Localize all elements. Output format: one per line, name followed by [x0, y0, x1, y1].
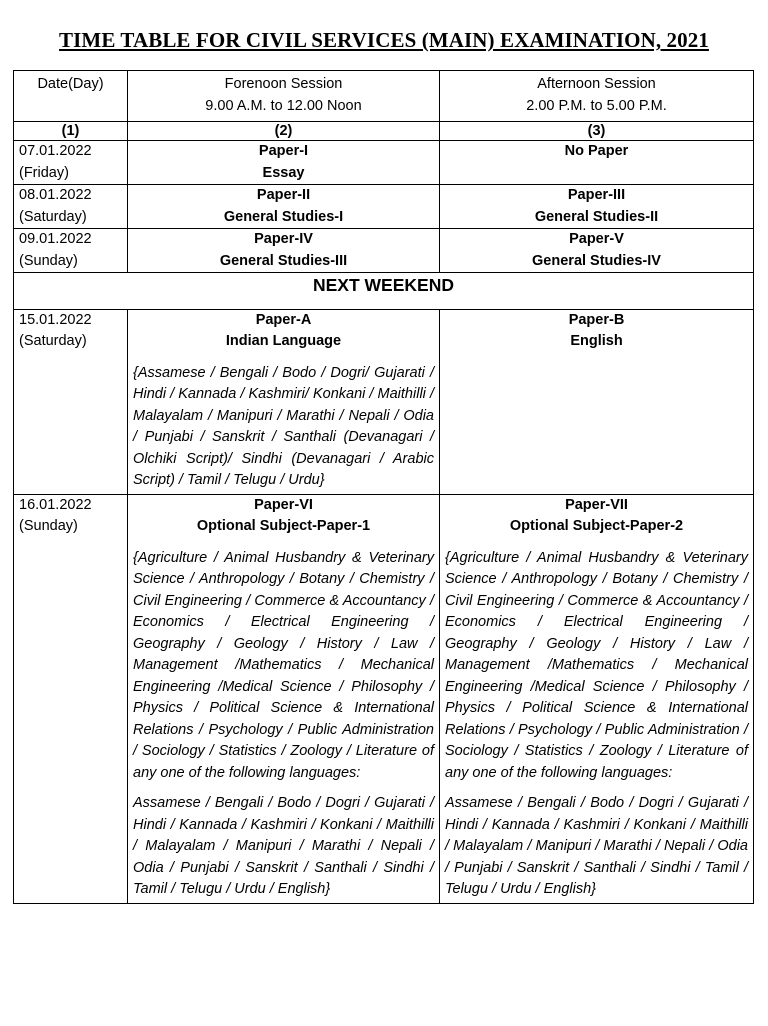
page-title: TIME TABLE FOR CIVIL SERVICES (MAIN) EXAMINATION, 2021 [59, 28, 709, 52]
column-number-row [14, 122, 754, 141]
next-weekend-heading: NEXT WEEKEND [14, 273, 754, 310]
paper-name: Paper-VII [565, 496, 628, 513]
day: (Friday) [19, 164, 69, 181]
paper-subject: Indian Language [225, 333, 342, 349]
paper-name: Paper-I [258, 143, 309, 159]
paper-subject: English [570, 333, 623, 349]
paper-subject: Essay [262, 164, 305, 181]
paper-name: Paper-B [568, 311, 625, 328]
paper-name: Paper-V [569, 231, 624, 247]
day: (Sunday) [19, 252, 78, 269]
forenoon-cell [128, 229, 440, 273]
date-cell [14, 185, 128, 229]
afternoon-cell [440, 494, 754, 903]
header-afternoon-title: Afternoon Session [537, 76, 656, 92]
header-forenoon [128, 71, 440, 122]
header-row [14, 71, 754, 122]
paper-subject: General Studies-IV [532, 252, 661, 269]
paper-name: Paper-II [256, 187, 311, 203]
forenoon-cell [128, 141, 440, 185]
paper-subject: General Studies-I [223, 208, 344, 225]
table-row [14, 185, 754, 229]
next-weekend-row [14, 273, 754, 310]
paper-name: Paper-III [567, 187, 626, 203]
paper-name: No Paper [564, 143, 629, 159]
date-cell [14, 141, 128, 185]
day: (Saturday) [19, 333, 87, 349]
timetable [13, 70, 754, 904]
date-cell [14, 309, 128, 494]
date: 07.01.2022 [19, 143, 92, 159]
afternoon-cell [440, 309, 754, 494]
column-number-1: (1) [14, 122, 128, 141]
header-afternoon-time: 2.00 P.M. to 5.00 P.M. [526, 97, 667, 114]
forenoon-cell [128, 494, 440, 903]
column-number-2: (2) [128, 122, 440, 141]
table-row [14, 141, 754, 185]
forenoon-cell [128, 309, 440, 494]
date: 09.01.2022 [19, 231, 92, 247]
header-date: Date(Day) [14, 71, 128, 122]
header-afternoon [440, 71, 754, 122]
date: 16.01.2022 [19, 496, 92, 513]
paper-name: Paper-VI [254, 496, 313, 513]
table-row [14, 309, 754, 494]
subject-list: {Agriculture / Animal Husbandry & Veterinary Science / Anthropology / Botany / Chemistry / Civil Engineering / Commerce & Accountancy / Economics / Electrical Engineering / Geography / Geology / History / Law / Management /Mathematics / Mechanical Engineering /Medical Science / Philosophy / Physics / Political Science & International Relations / Psychology / Public Administration / Sociology / Statistics / Zoology / Literature of any one of the following languages: [445, 549, 748, 781]
subject-list: {Agriculture / Animal Husbandry & Veterinary Science / Anthropology / Botany / Chemistry / Civil Engineering / Commerce & Accountancy / Economics / Electrical Engineering / Geography / Geology / History / Law / Management /Mathematics / Mechanical Engineering /Medical Science / Philosophy / Physics / Political Science & International Relations / Psychology / Public Administration / Sociology / Statistics / Zoology / Literature of any one of the following languages: [133, 549, 434, 781]
header-forenoon-time: 9.00 A.M. to 12.00 Noon [205, 97, 362, 114]
afternoon-cell [440, 185, 754, 229]
column-number-3: (3) [440, 122, 754, 141]
date: 08.01.2022 [19, 187, 92, 203]
language-list: Assamese / Bengali / Bodo / Dogri / Gujarati / Hindi / Kannada / Kashmiri / Konkani / Maithilli / Malayalam / Manipuri / Marathi / Nepali / Odia / Punjabi / Sanskrit / Santhali / Sindhi / Tamil / Telugu / Urdu / English} [445, 795, 748, 897]
date: 15.01.2022 [19, 311, 92, 328]
header-forenoon-title: Forenoon Session [224, 76, 343, 92]
paper-name: Paper-IV [254, 231, 313, 247]
day: (Sunday) [19, 518, 78, 534]
day: (Saturday) [19, 208, 87, 225]
language-list: {Assamese / Bengali / Bodo / Dogri/ Gujarati / Hindi / Kannada / Kashmiri/ Konkani / Maithilli / Malayalam / Manipuri / Marathi / Nepali / Odia / Punjabi / Sanskrit / Santhali (Devanagari / Olchiki Script)/ Sindhi (Devanagari / Arabic Script) / Tamil / Telugu / Urdu} [133, 364, 434, 488]
afternoon-cell [440, 229, 754, 273]
paper-name: Paper-A [255, 311, 312, 328]
forenoon-cell [128, 185, 440, 229]
afternoon-cell [440, 141, 754, 185]
paper-subject: Optional Subject-Paper-1 [196, 518, 371, 534]
date-cell [14, 229, 128, 273]
table-row [14, 229, 754, 273]
paper-subject: Optional Subject-Paper-2 [509, 518, 684, 534]
date-cell [14, 494, 128, 903]
paper-subject: General Studies-III [219, 252, 348, 269]
table-row [14, 494, 754, 903]
paper-subject: General Studies-II [534, 208, 659, 225]
language-list: Assamese / Bengali / Bodo / Dogri / Gujarati / Hindi / Kannada / Kashmiri / Konkani / Maithilli / Malayalam / Manipuri / Marathi / Nepali / Odia / Punjabi / Sanskrit / Santhali / Sindhi / Tamil / Telugu / Urdu / English} [133, 795, 434, 897]
